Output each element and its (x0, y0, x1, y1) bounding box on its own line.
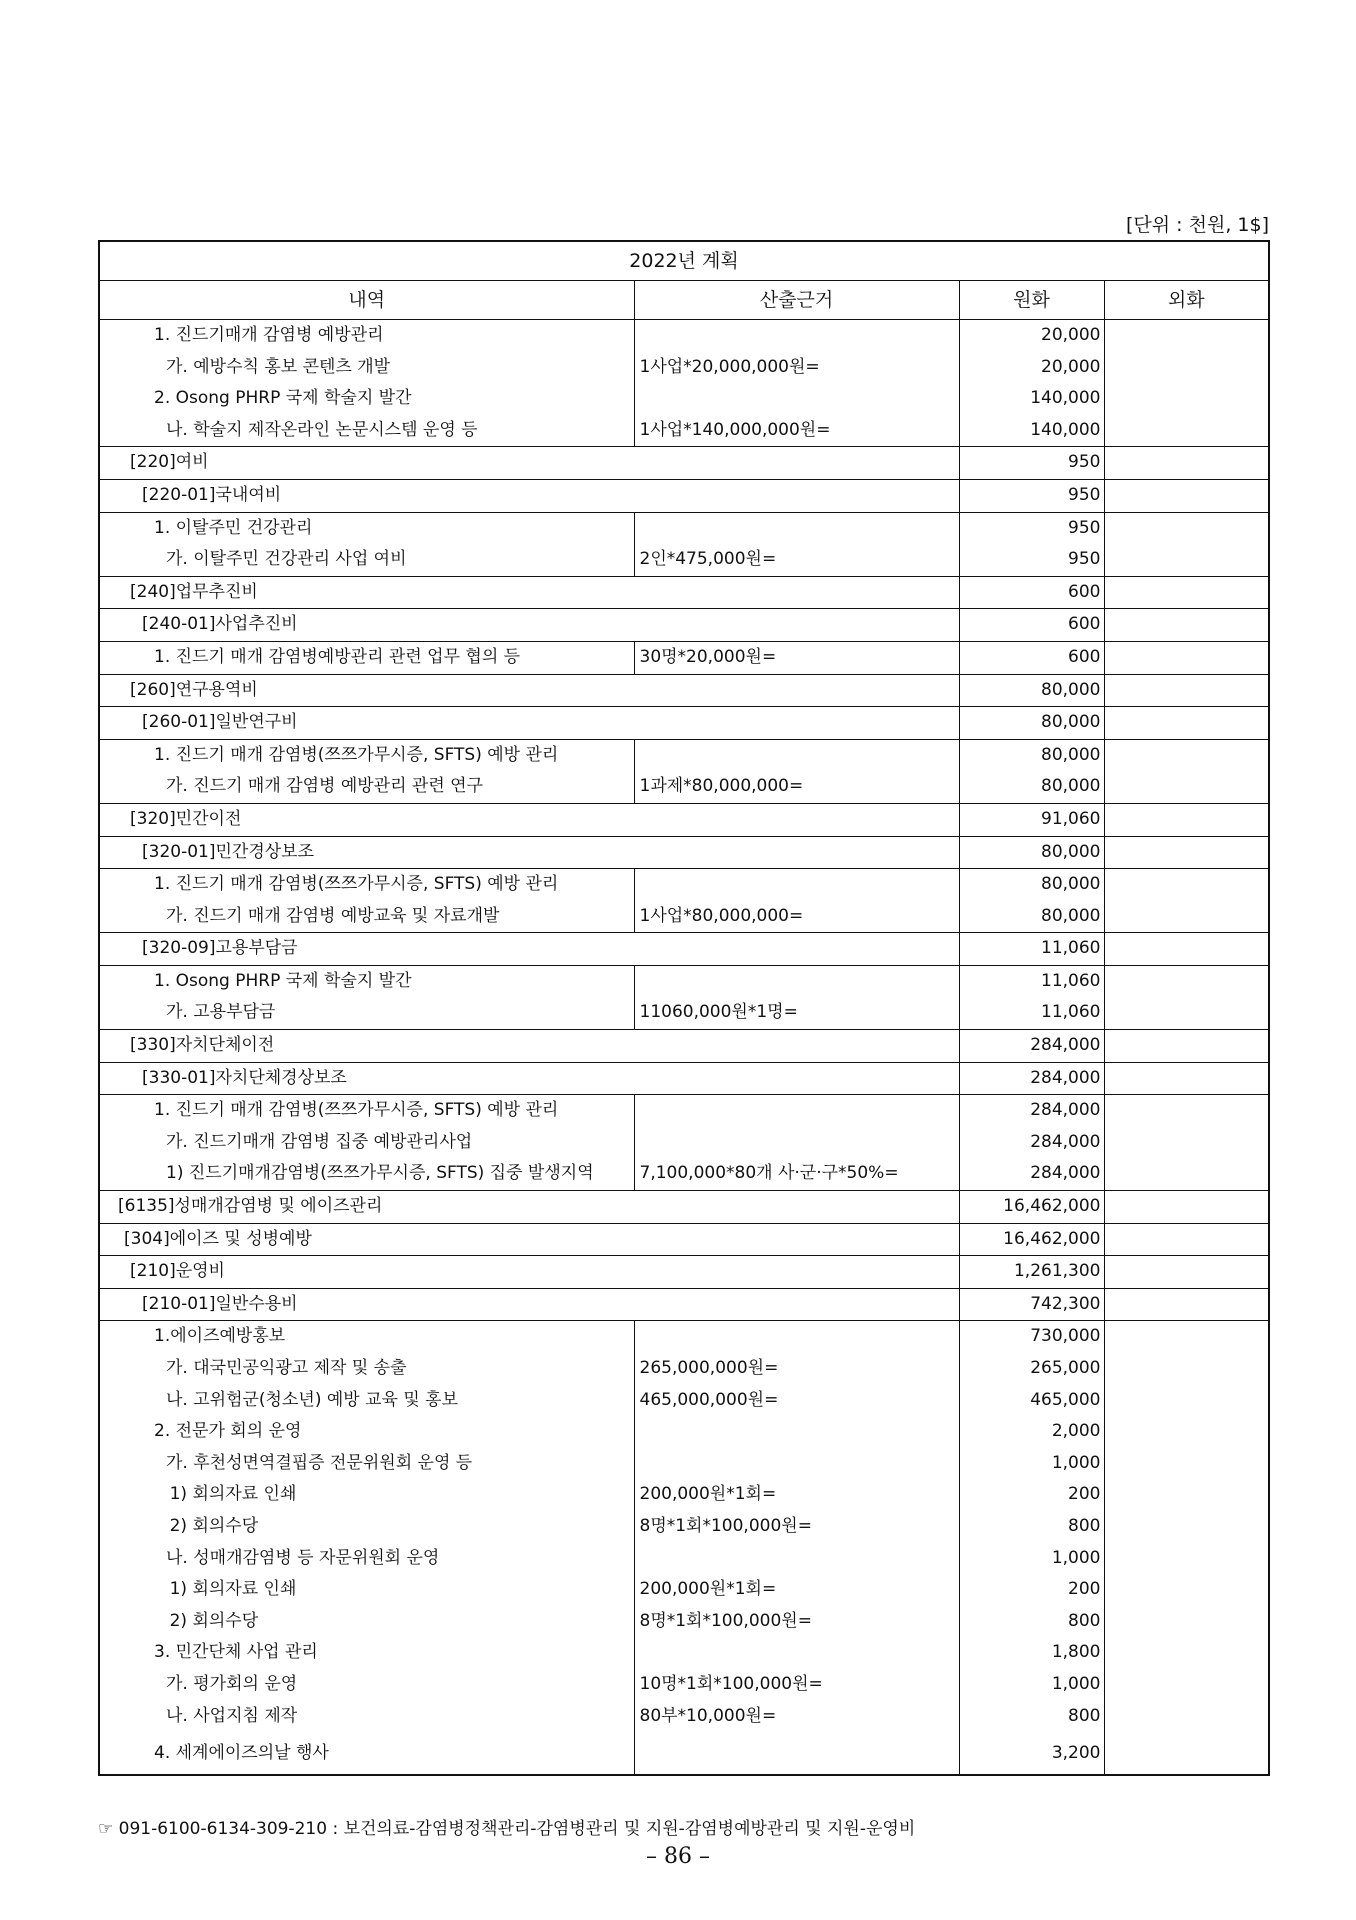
row-description: 1. 진드기매개 감염병 예방관리 (99, 320, 634, 352)
table-row (99, 1321, 1269, 1353)
row-won-amount: 800 (959, 1511, 1104, 1543)
row-description: 가. 평가회의 운영 (166, 1673, 298, 1694)
row-won-amount: 80,000 (959, 674, 1104, 707)
row-won-amount: 11,060 (959, 965, 1104, 997)
table-row (99, 447, 1269, 480)
row-description: 2) 회의수당 (169, 1610, 259, 1631)
row-basis: 1사업*20,000,000원= (634, 352, 959, 384)
table-row (99, 1511, 1269, 1543)
row-won-amount: 284,000 (959, 1095, 1104, 1127)
unit-label: [단위 : 천원, 1$] (1126, 214, 1269, 236)
row-foreign-amount (1104, 1543, 1269, 1575)
row-foreign-amount (1104, 1606, 1269, 1638)
row-won-amount: 2,000 (959, 1416, 1104, 1448)
row-won-amount: 284,000 (959, 1158, 1104, 1190)
row-description: [304]에이즈 및 성병예방 (99, 1223, 959, 1256)
footnote: ☞ 091-6100-6134-309-210 : 보건의료-감염병정책관리-감염병관리 및 지원-감염병예방관리 및 지원-운영비 (98, 1819, 916, 1839)
row-foreign-amount (1104, 479, 1269, 512)
table-row (99, 1448, 1269, 1480)
row-description: 가. 후천성면역결핍증 전문위원회 운영 등 (166, 1452, 473, 1473)
row-foreign-amount (1104, 707, 1269, 740)
row-foreign-amount (1104, 352, 1269, 384)
table-row (99, 1543, 1269, 1575)
row-foreign-amount (1104, 1256, 1269, 1289)
row-basis: 8명*1회*100,000원= (634, 1606, 959, 1638)
row-basis (634, 965, 959, 997)
row-description: 1. 진드기 매개 감염병예방관리 관련 업무 협의 등 (99, 641, 634, 674)
table-row (99, 1095, 1269, 1127)
row-won-amount: 265,000 (959, 1353, 1104, 1385)
row-won-amount: 284,000 (959, 1030, 1104, 1063)
row-description: 가. 이탈주민 건강관리 사업 여비 (99, 544, 634, 576)
table-row (99, 1030, 1269, 1063)
table-row (99, 512, 1269, 544)
row-basis (634, 739, 959, 771)
row-foreign-amount (1104, 641, 1269, 674)
table-row (99, 803, 1269, 836)
row-description: 나. 사업지침 제작 (166, 1705, 298, 1726)
row-description: [330-01]자치단체경상보조 (99, 1062, 959, 1095)
row-basis (634, 1095, 959, 1127)
row-basis: 30명*20,000원= (634, 641, 959, 674)
table-title: 2022년 계획 (99, 241, 1269, 281)
table-row (99, 320, 1269, 352)
row-foreign-amount (1104, 1223, 1269, 1256)
row-won-amount: 600 (959, 576, 1104, 609)
row-description: 2. 전문가 회의 운영 (154, 1421, 302, 1442)
table-row (99, 544, 1269, 576)
row-description: [240]업무추진비 (99, 576, 959, 609)
row-description: 가. 대국민공익광고 제작 및 송출 (166, 1358, 407, 1378)
row-basis: 7,100,000*80개 사·군·구*50%= (634, 1158, 959, 1190)
table-row (99, 901, 1269, 933)
row-description: 2. Osong PHRP 국제 학술지 발간 (154, 388, 412, 409)
row-basis (634, 383, 959, 415)
row-description: 가. 진드기매개 감염병 집중 예방관리사업 (166, 1131, 473, 1152)
row-won-amount: 1,000 (959, 1669, 1104, 1701)
row-description: 가. 고용부담금 (99, 997, 634, 1029)
row-description: [260-01]일반연구비 (99, 707, 959, 740)
row-description: 1. 이탈주민 건강관리 (99, 512, 634, 544)
table-row (99, 1732, 1269, 1775)
row-description: 4. 세계에이즈의날 행사 (99, 1732, 634, 1775)
row-foreign-amount (1104, 1095, 1269, 1127)
table-row (99, 1288, 1269, 1321)
table-row (99, 997, 1269, 1029)
row-foreign-amount (1104, 1669, 1269, 1701)
row-description: 2) 회의수당 (169, 1515, 259, 1536)
row-basis: 10명*1회*100,000원= (634, 1669, 959, 1701)
row-won-amount: 16,462,000 (959, 1191, 1104, 1224)
table-row (99, 1574, 1269, 1606)
table-row (99, 641, 1269, 674)
row-basis: 1과제*80,000,000= (634, 771, 959, 803)
row-basis (634, 512, 959, 544)
row-won-amount: 284,000 (959, 1127, 1104, 1159)
row-basis: 265,000,000원= (634, 1353, 959, 1385)
row-won-amount: 742,300 (959, 1288, 1104, 1321)
row-won-amount: 80,000 (959, 707, 1104, 740)
row-basis (634, 869, 959, 901)
row-foreign-amount (1104, 1448, 1269, 1480)
row-description: [320-09]고용부담금 (99, 933, 959, 966)
row-description: 나. 성매개감염병 등 자문위원회 운영 (166, 1547, 440, 1568)
row-description: 가. 예방수칙 홍보 콘텐츠 개발 (166, 356, 391, 377)
row-won-amount: 950 (959, 512, 1104, 544)
row-won-amount: 800 (959, 1606, 1104, 1638)
table-row (99, 1606, 1269, 1638)
table-row (99, 1701, 1269, 1733)
row-description: 1. 진드기 매개 감염병(쯔쯔가무시증, SFTS) 예방 관리 (99, 869, 634, 901)
header-won: 원화 (959, 281, 1104, 320)
row-foreign-amount (1104, 674, 1269, 707)
row-description: 나. 학술지 제작온라인 논문시스템 운영 등 (99, 415, 634, 447)
row-foreign-amount (1104, 1191, 1269, 1224)
row-description: [260]연구용역비 (99, 674, 959, 707)
row-won-amount: 200 (959, 1574, 1104, 1606)
table-row (99, 352, 1269, 384)
row-won-amount: 3,200 (959, 1732, 1104, 1775)
row-won-amount: 91,060 (959, 803, 1104, 836)
row-won-amount: 1,000 (959, 1543, 1104, 1575)
row-basis: 1사업*140,000,000원= (634, 415, 959, 447)
row-basis: 1사업*80,000,000= (634, 901, 959, 933)
row-basis (634, 1637, 959, 1669)
table-row (99, 1385, 1269, 1417)
row-foreign-amount (1104, 1701, 1269, 1733)
row-won-amount: 80,000 (959, 901, 1104, 933)
row-description: 1) 회의자료 인쇄 (169, 1579, 297, 1600)
row-foreign-amount (1104, 803, 1269, 836)
row-won-amount: 950 (959, 544, 1104, 576)
row-foreign-amount (1104, 1288, 1269, 1321)
row-won-amount: 20,000 (959, 320, 1104, 352)
row-won-amount: 284,000 (959, 1062, 1104, 1095)
table-header-row (99, 281, 1269, 320)
row-won-amount: 80,000 (959, 771, 1104, 803)
table-title-row (99, 241, 1269, 281)
table-row (99, 869, 1269, 901)
row-description: [6135]성매개감염병 및 에이즈관리 (99, 1191, 959, 1224)
row-basis (634, 1127, 959, 1159)
row-won-amount: 600 (959, 609, 1104, 642)
table-row (99, 1191, 1269, 1224)
row-description: [220]여비 (99, 447, 959, 480)
row-description: [320]민간이전 (99, 803, 959, 836)
row-won-amount: 950 (959, 447, 1104, 480)
row-won-amount: 600 (959, 641, 1104, 674)
row-won-amount: 80,000 (959, 836, 1104, 869)
row-foreign-amount (1104, 1127, 1269, 1159)
table-row (99, 1256, 1269, 1289)
row-basis (634, 1732, 959, 1775)
row-description: 가. 진드기 매개 감염병 예방교육 및 자료개발 (99, 901, 634, 933)
table-row (99, 1669, 1269, 1701)
row-basis (634, 320, 959, 352)
row-basis (634, 1448, 959, 1480)
row-foreign-amount (1104, 965, 1269, 997)
row-foreign-amount (1104, 1732, 1269, 1775)
row-foreign-amount (1104, 1030, 1269, 1063)
table-row (99, 415, 1269, 447)
row-won-amount: 80,000 (959, 869, 1104, 901)
row-won-amount: 800 (959, 1701, 1104, 1733)
row-foreign-amount (1104, 383, 1269, 415)
row-foreign-amount (1104, 1353, 1269, 1385)
row-description: 1) 회의자료 인쇄 (169, 1484, 297, 1505)
table-row (99, 933, 1269, 966)
table-row (99, 965, 1269, 997)
row-foreign-amount (1104, 771, 1269, 803)
table-row (99, 609, 1269, 642)
row-foreign-amount (1104, 933, 1269, 966)
row-basis: 465,000,000원= (634, 1385, 959, 1417)
row-description: 1. Osong PHRP 국제 학술지 발간 (99, 965, 634, 997)
row-description: [330]자치단체이전 (99, 1030, 959, 1063)
row-foreign-amount (1104, 447, 1269, 480)
table-row (99, 739, 1269, 771)
row-foreign-amount (1104, 415, 1269, 447)
table-row (99, 674, 1269, 707)
row-basis: 200,000원*1회= (634, 1479, 959, 1511)
row-won-amount: 1,261,300 (959, 1256, 1104, 1289)
row-won-amount: 140,000 (959, 415, 1104, 447)
row-description: [320-01]민간경상보조 (99, 836, 959, 869)
row-description: 1) 진드기매개감염병(쯔쯔가무시증, SFTS) 집중 발생지역 (99, 1158, 634, 1190)
row-description: [210-01]일반수용비 (99, 1288, 959, 1321)
row-foreign-amount (1104, 544, 1269, 576)
table-row (99, 1637, 1269, 1669)
table-row (99, 771, 1269, 803)
row-won-amount: 16,462,000 (959, 1223, 1104, 1256)
row-won-amount: 20,000 (959, 352, 1104, 384)
row-basis: 200,000원*1회= (634, 1574, 959, 1606)
table-body (99, 320, 1269, 1776)
row-basis: 80부*10,000원= (634, 1701, 959, 1733)
table-row (99, 383, 1269, 415)
header-basis: 산출근거 (634, 281, 959, 320)
row-won-amount: 200 (959, 1479, 1104, 1511)
row-foreign-amount (1104, 1416, 1269, 1448)
row-basis (634, 1416, 959, 1448)
header-foreign: 외화 (1104, 281, 1269, 320)
row-foreign-amount (1104, 1511, 1269, 1543)
row-won-amount: 80,000 (959, 739, 1104, 771)
row-won-amount: 11,060 (959, 997, 1104, 1029)
budget-table (98, 240, 1270, 1776)
row-description: [210]운영비 (99, 1256, 959, 1289)
row-foreign-amount (1104, 739, 1269, 771)
row-won-amount: 465,000 (959, 1385, 1104, 1417)
row-basis (634, 1321, 959, 1353)
table-row (99, 707, 1269, 740)
table-row (99, 1353, 1269, 1385)
row-foreign-amount (1104, 869, 1269, 901)
header-description: 내역 (99, 281, 634, 320)
table-row (99, 1158, 1269, 1190)
row-description: 3. 민간단체 사업 관리 (154, 1642, 318, 1663)
row-description: 나. 고위험군(청소년) 예방 교육 및 홍보 (166, 1389, 459, 1410)
row-foreign-amount (1104, 576, 1269, 609)
row-foreign-amount (1104, 1385, 1269, 1417)
row-description: [240-01]사업추진비 (99, 609, 959, 642)
row-basis (634, 1543, 959, 1575)
row-foreign-amount (1104, 320, 1269, 352)
row-foreign-amount (1104, 997, 1269, 1029)
row-description: 가. 진드기 매개 감염병 예방관리 관련 연구 (99, 771, 634, 803)
row-foreign-amount (1104, 1637, 1269, 1669)
row-description: 1. 진드기 매개 감염병(쯔쯔가무시증, SFTS) 예방 관리 (99, 739, 634, 771)
row-won-amount: 950 (959, 479, 1104, 512)
table-row (99, 1127, 1269, 1159)
row-description: 1. 진드기 매개 감염병(쯔쯔가무시증, SFTS) 예방 관리 (99, 1095, 634, 1127)
table-row (99, 1479, 1269, 1511)
row-basis: 2인*475,000원= (634, 544, 959, 576)
row-basis: 8명*1회*100,000원= (634, 1511, 959, 1543)
row-foreign-amount (1104, 1479, 1269, 1511)
table-row (99, 1223, 1269, 1256)
row-foreign-amount (1104, 1574, 1269, 1606)
row-foreign-amount (1104, 1321, 1269, 1353)
table-row (99, 1416, 1269, 1448)
row-foreign-amount (1104, 901, 1269, 933)
row-foreign-amount (1104, 609, 1269, 642)
row-basis: 11060,000원*1명= (634, 997, 959, 1029)
row-foreign-amount (1104, 512, 1269, 544)
row-foreign-amount (1104, 1158, 1269, 1190)
table-row (99, 836, 1269, 869)
row-won-amount: 11,060 (959, 933, 1104, 966)
row-won-amount: 140,000 (959, 383, 1104, 415)
table-row (99, 479, 1269, 512)
row-foreign-amount (1104, 1062, 1269, 1095)
row-description: 1.에이즈예방홍보 (99, 1321, 634, 1353)
table-row (99, 1062, 1269, 1095)
row-won-amount: 730,000 (959, 1321, 1104, 1353)
row-foreign-amount (1104, 836, 1269, 869)
row-description: [220-01]국내여비 (99, 479, 959, 512)
page-number: – 86 – (646, 1844, 710, 1869)
table-row (99, 576, 1269, 609)
row-won-amount: 1,000 (959, 1448, 1104, 1480)
row-won-amount: 1,800 (959, 1637, 1104, 1669)
